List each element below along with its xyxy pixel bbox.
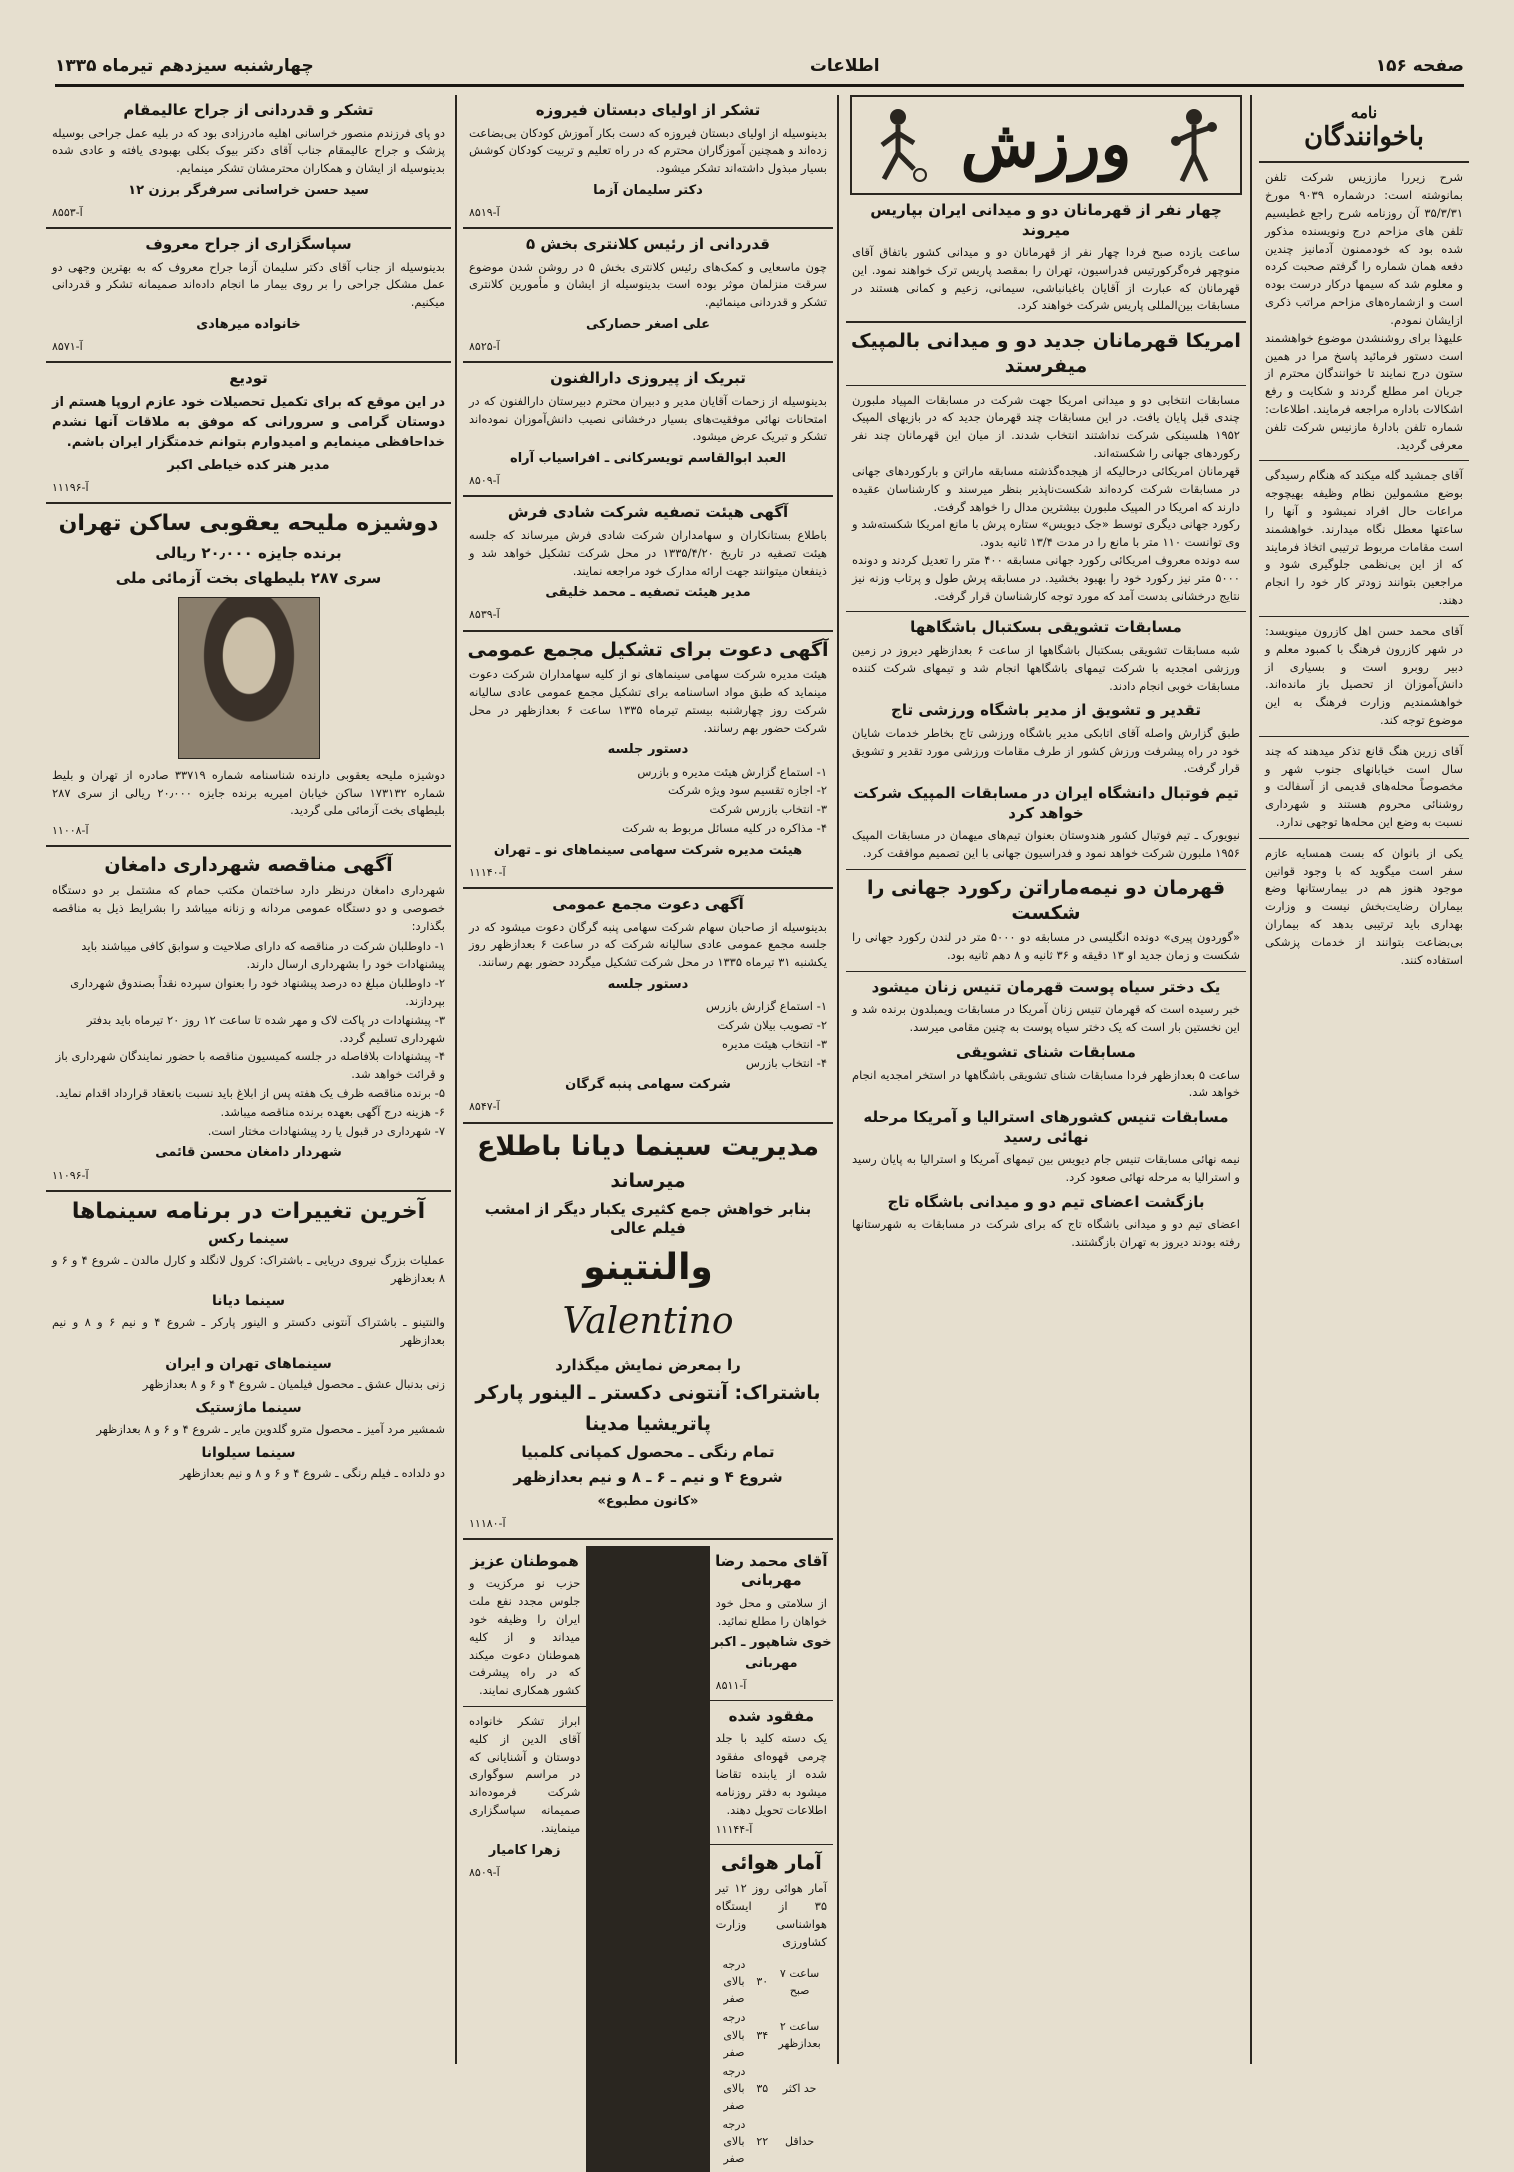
- notice-headline: تبریک از پیروزی دارالفنون: [550, 369, 746, 388]
- football-player-icon: [868, 105, 928, 185]
- notice-ref: آ-۱۱۱۴۴: [715, 1823, 753, 1837]
- notice-ref: آ-۸۵۲۵: [469, 340, 500, 354]
- column-sports: [846, 95, 1246, 2064]
- tender-item: ۱- داوطلبان شرکت در مناقصه که دارای صلاحیت و سوابق کافی میباشند باید پیشنهادات خود را بشهرداری ارسال دارند.: [81, 939, 445, 972]
- divider: [1259, 838, 1469, 839]
- tender-item: ۲- داوطلبان مبلغ ده درصد پیشنهاد خود را بعنوان سپرده نقداً بصندوق شهرداری بپردازند.: [70, 976, 445, 1008]
- notice-headline: آگهی هیئت تصفیه شرکت شادی فرش: [507, 503, 789, 522]
- letter-text: آقای زرین هنگ قانع تذکر میدهند که چند سال است خیابانهای جنوب شهر و مخصوصاً محله‌های قدیمی از آسفالت و روشنائی محروم هستند و شهرداری نسبت به وضع این محله‌ها توجهی ندارد.: [1265, 743, 1463, 829]
- divider: [846, 611, 1246, 612]
- notice-ref: آ-۸۵۷۱: [52, 340, 83, 354]
- cinema-name: سینما سیلوانا: [201, 1444, 296, 1461]
- cinema-program: زنی بدنبال عشق ـ محصول فیلمیان ـ شروع ۴ و ۶ و ۸ بعدازظهر: [142, 1377, 445, 1392]
- cinema-ad-cast-2: پاتریشیا مدینا: [585, 1412, 711, 1435]
- tender-item: ۴- پیشنهادات بلافاصله در جلسه کمیسیون مناقصه با حضور نمایندگان شهرداری باز و قرائت خواهد شد.: [55, 1049, 445, 1082]
- sub-column-left: [463, 1546, 586, 2172]
- table-row: [715, 1955, 828, 2008]
- cinema-name: سینما رکس: [208, 1231, 289, 1248]
- article-text: سه دونده معروف امریکائی رکورد جهانی مسابقه ۴۰۰ متر را تعدیل کردند و دونده ۵۰۰۰ متر نیز رکورد خود را بهبود بخشید. در مسابقه پرش طول و پرتاب وزنه نیز نتایج درخشانی بدست آمد که مورد توجه کارشناسان قرار گرفت.: [852, 552, 1240, 603]
- notice-ref: آ-۱۱۰۰۸: [52, 824, 89, 838]
- cinema-program: شمشیر مرد آمیز ـ محصول مترو گلدوین مایر ـ شروع ۴ و ۶ و ۸ بعدازظهر: [96, 1421, 445, 1436]
- cinema-ad-cast: باشتراک: آنتونی دکستر ـ الینور پارکر: [475, 1382, 821, 1405]
- article-text: مسابقات انتخابی دو و میدانی امریکا جهت شرکت در مسابقات المپیاد ملبورن چندی قبل پایان یافت. در این مسابقات چند قهرمان جدید که در بازیهای المپیک ۱۹۵۲ هلسینکی شرکت نداشتند انتخاب شدند. از میان این قهرمانان چند نفر رکوردهای جهانی را شکسته‌اند.: [852, 392, 1240, 461]
- notice-ref: آ-۸۵۱۱: [715, 1678, 747, 1692]
- divider: [846, 321, 1246, 323]
- weather-cell: ساعت ۲ بعدازظهر: [778, 2019, 821, 2051]
- tender-item: ۵- برنده مناقصه ظرف یک هفته پس از ابلاغ باید نسبت بانعقاد قرارداد اقدام نماید.: [55, 1085, 445, 1100]
- article-headline: قهرمان دو نیمه‌ماراتن رکورد جهانی را شکست: [866, 876, 1226, 924]
- tender-headline: آگهی مناقصه شهرداری دامغان: [104, 854, 393, 877]
- masthead-rule: [55, 84, 1464, 87]
- column-readers: [1259, 95, 1469, 2064]
- weather-text: آمار هوائی روز ۱۲ تیر ۳۵ از ایستگاه هواشناسی وزارت کشاورزی: [715, 1881, 828, 1949]
- article-text: نیمه نهائی مسابقات تنیس جام دیویس بین تیمهای آمریکا و استرالیا به پایان رسید و استرالیا به مرحله نهائی صعود کرد.: [852, 1152, 1240, 1184]
- agenda-item: ۳- انتخاب هیئت مدیره: [722, 1036, 827, 1051]
- weather-cell: ۳۰: [756, 1975, 769, 1989]
- notice-text: حزب نو مرکزیت و جلوس مجدد نفع ملت ایران را وظیفه خود میداند و از کلیه هموطنان دعوت میکند که در راه پیشرفت کشور همکاری نمایند.: [469, 1576, 581, 1698]
- notice-ref: آ-۸۵۵۳: [52, 206, 83, 220]
- table-row: [715, 2115, 828, 2168]
- cinema-ad-times: شروع ۴ و نیم ـ ۶ ـ ۸ و نیم بعدازظهر: [513, 1468, 783, 1487]
- article-text: ساعت ۵ بعدازظهر فردا مسابقات شنای تشویقی باشگاهها در استخر امجدیه انجام خواهد شد.: [852, 1067, 1240, 1100]
- page-number: صفحه ۱۵۶: [1375, 56, 1464, 76]
- paper-name: اطلاعات: [809, 56, 880, 76]
- weather-cell: ۳۵: [756, 2081, 769, 2095]
- divider: [46, 1190, 451, 1192]
- divider: [463, 887, 833, 889]
- article-text: نیویورک ـ تیم فوتبال کشور هندوستان بعنوان تیم‌های میهمان در مسابقات المپیک ۱۹۵۶ ملبورن شرکت خواهد نمود و فدراسیون جهانی با این تصمیم موافقت کرد.: [852, 828, 1240, 861]
- agenda-title: دستور جلسه: [607, 742, 689, 758]
- divider: [846, 385, 1246, 386]
- boxer-icon: [1164, 105, 1224, 185]
- letter-text: آقای محمد حسن اهل کازرون مینویسد: در شهر کازرون فرهنگ با کمبود معلم و دبیر روبرو است و بسیاری از دانش‌آموزان از تحصیل باز مانده‌اند. خواهشمندیم وزارت فرهنگ به این موضوع توجه کند.: [1265, 623, 1463, 727]
- cinema-ad-show: را بمعرض نمایش میگذارد: [555, 1355, 741, 1374]
- notice-signature: العبد ابوالقاسم تویسرکانی ـ افراسیاب آراه: [510, 451, 786, 467]
- notice-text: چون ماسعایی و کمک‌های رئیس کلانتری بخش ۵ در روشن شدن موضوع سرقت منزلمان موثر بوده است بدینوسیله از ایشان و مأمورین کلانتری تشکر و قدردانی مینمائیم.: [469, 259, 827, 310]
- notice-headline: تودیع: [229, 369, 268, 388]
- readers-header: [1263, 103, 1465, 153]
- cinema-name: سینما دیانا: [212, 1293, 285, 1310]
- issue-date: چهارشنبه سیزدهم تیرماه ۱۳۳۵: [55, 56, 314, 76]
- cinema-program: دو دلداده ـ فیلم رنگی ـ شروع ۴ و ۶ و ۸ و نیم بعدازظهر: [179, 1466, 445, 1481]
- notice-ref: آ-۱۱۱۹۶: [52, 481, 89, 495]
- divider: [710, 1700, 833, 1701]
- notice-signature: مدیر هیئت تصفیه ـ محمد خلیقی: [545, 585, 751, 601]
- masthead: [55, 52, 1464, 80]
- column-divider: [837, 95, 839, 2064]
- film-title-en: Valentino: [562, 1300, 734, 1342]
- divider: [846, 971, 1246, 972]
- article-headline: مسابقات شنای تشویقی: [956, 1043, 1136, 1061]
- cinema-ad-color: تمام رنگی ـ محصول کمپانی کلمبیا: [521, 1442, 775, 1461]
- article-headline: مسابقات تشویقی بسکتبال باشگاهها: [910, 618, 1182, 637]
- notice-text: هیئت مدیره شرکت سهامی سینماهای نو از کلیه سهامداران شرکت دعوت مینماید که طبق مواد اساسنامه برای تشکیل مجمع عمومی عادی سالیانه شرکت روز چهارشنبه بیستم تیرماه ۱۳۳۵ ساعت ۶ بعدازظهر در محل شرکت حضور بهم رسانند.: [469, 667, 827, 735]
- divider: [710, 1844, 833, 1845]
- tender-text: شهرداری دامغان درنظر دارد ساختمان مکتب حمام که مشتمل بر دو دستگاه خصوصی و دو دستگاه عمومی مردانه و زنانه میباشد را بشرایط ذیل به مناقصه بگذارد:: [52, 883, 445, 933]
- readers-header-title: باخوانندگان: [1303, 122, 1424, 153]
- column-left: [46, 95, 451, 2064]
- weather-cell: درجه بالای صفر: [722, 2117, 746, 2165]
- agenda-item: ۳- انتخاب بازرس شرکت: [709, 802, 827, 817]
- tender-item: ۳- پیشنهادات در پاکت لاک و مهر شده تا ساعت ۱۲ روز ۲۰ تیرماه باید بدفتر شهرداری تسلیم گردد.: [86, 1012, 445, 1045]
- divider: [46, 361, 451, 363]
- weather-cell: ۲۲: [756, 2134, 769, 2148]
- notice-headline: آقای محمد رضا مهربانی: [715, 1551, 828, 1590]
- agenda-item: ۴- مذاکره در کلیه مسائل مربوط به شرکت: [622, 821, 827, 836]
- agenda-item: ۱- استماع گزارش هیئت مدیره و بازرس: [637, 764, 827, 779]
- article-text: اعضای تیم دو و میدانی باشگاه تاج که برای شرکت در مسابقات به شهرستانها رفته بودند دیروز به تهران بازگشتند.: [852, 1217, 1240, 1250]
- divider: [1259, 736, 1469, 737]
- agenda-list: [469, 764, 827, 838]
- notice-ref: آ-۸۵۴۷: [469, 1100, 500, 1114]
- article-text: شبه مسابقات تشویقی بسکتبال باشگاهها از ساعت ۶ بعدازظهر دیروز در زمین ورزشی امجدیه با شرکت تیمهای باشگاهها انجام شد و تیمهای شرکت کننده مسابقات خوبی انجام دادند.: [852, 642, 1240, 693]
- divider: [1259, 161, 1469, 163]
- cinema-ad-subhead: میرساند: [610, 1170, 686, 1193]
- tender-item: ۶- هزینه درج آگهی بعهده برنده مناقصه میباشد.: [220, 1104, 445, 1119]
- article-headline: تقدیر و تشویق از مدیر باشگاه ورزشی تاج: [891, 701, 1201, 720]
- article-headline: مسابقات تنیس کشورهای استرالیا و آمریکا مرحله نهائی رسید: [863, 1108, 1229, 1146]
- notice-ref: آ-۸۵۰۹: [469, 474, 500, 488]
- cinema-ad-intro: بنابر خواهش جمع کثیری یکبار دیگر از امشب فیلم عالی: [484, 1199, 812, 1238]
- notice-headline: آگهی دعوت برای تشکیل مجمع عمومی: [467, 638, 829, 661]
- divider: [463, 630, 833, 632]
- weather-table: [715, 1955, 828, 2168]
- table-row: [715, 2062, 828, 2115]
- weather-cell: ساعت ۷ صبح: [779, 1966, 820, 1997]
- notice-text: بدینوسیله از اولیای دبستان فیروزه که دست بکار آموزش کودکان بی‌بضاعت زده‌اند و همچنین آموزگاران محترم که در راه تعلیم و تربیت کودکان کوشش بسیار مبذول داشته‌اند تشکر میشود.: [469, 125, 827, 176]
- lottery-prize: برنده جایزه ۲۰٫۰۰۰ ریالی: [155, 543, 342, 562]
- notice-signature: هیئت مدیره شرکت سهامی سینماهای نو ـ تهران: [493, 842, 803, 858]
- notice-signature: دکتر سلیمان آزما: [593, 182, 703, 198]
- cinema-ad: [463, 1130, 833, 1532]
- notice-signature: شرکت سهامی پنبه گرگان: [565, 1077, 731, 1093]
- divider: [1259, 616, 1469, 617]
- notice-text: یک دسته کلید با جلد چرمی قهوه‌ای مفقود شده از یابنده تقاضا میشود به دفتر روزنامه اطلاعات تحویل دهند.: [715, 1731, 827, 1817]
- divider: [463, 227, 833, 229]
- tender-conditions: [52, 938, 445, 1140]
- article-headline: امریکا قهرمانان جدید دو و میدانی بالمپیک میفرستد: [851, 330, 1241, 377]
- winner-portrait: [178, 597, 320, 759]
- column-divider: [455, 95, 457, 2064]
- notice-headline: تشکر از اولیای دبستان فیروزه: [535, 101, 761, 119]
- notice-headline: سپاسگزاری از جراح معروف: [145, 235, 352, 254]
- weather-cell: درجه بالای صفر: [722, 2011, 746, 2059]
- notice-headline: آگهی دعوت مجمع عمومی: [552, 895, 744, 914]
- divider: [463, 1538, 833, 1540]
- notice-text: بدینوسیله از زحمات آقایان مدیر و دبیران محترم دبیرستان دارالفنون که در امتحانات نهائی موفقیت‌های بسیار درخشانی نصیب دانش‌آموزان نموده‌اند تشکر و تبریک عرض میشود.: [469, 393, 827, 444]
- agenda-item: ۴- انتخاب بازرس: [745, 1055, 827, 1070]
- cinema-ad-ac: «کانون مطبوع»: [597, 1493, 699, 1509]
- sub-column-divider: [586, 1546, 709, 2172]
- tender-item: ۷- شهرداری در قبول یا رد پیشنهادات مختار است.: [207, 1123, 445, 1138]
- notice-signature: شهردار دامغان محسن قائمی: [155, 1145, 342, 1161]
- agenda-list: [469, 998, 827, 1072]
- agenda-item: ۲- تصویب بیلان شرکت: [717, 1017, 827, 1032]
- notice-signature: زهرا کامیار: [488, 1842, 561, 1858]
- article-headline: تیم فوتبال دانشگاه ایران در مسابقات المپیک شرکت خواهد کرد: [853, 784, 1239, 822]
- cinema-listing-headline: آخرین تغییرات در برنامه سینماها: [71, 1198, 426, 1224]
- notice-signature: علی اصغر حصارکی: [585, 317, 711, 333]
- article-text: خبر رسیده است که قهرمان تنیس زنان آمریکا در مسابقات ویمبلدون برنده شد و این نخستین بار است که یک دختر سیاه پوست به چنین مقامی میرسد.: [852, 1002, 1240, 1035]
- film-title-fa: والنتینو: [583, 1246, 713, 1288]
- notice-headline: قدردانی از رئیس کلانتری بخش ۵: [526, 235, 770, 254]
- article-text: طبق گزارش واصله آقای اتابکی مدیر باشگاه ورزشی تاج بخاطر خدمات شایان خود در راه پیشرفت ورزش کشور از طرف مقامات ورزشی مورد تقدیر و تشویق قرار گرفت.: [852, 725, 1240, 776]
- weather-cell: ۳۴: [756, 2028, 769, 2042]
- notice-text: از سلامتی و محل خود خواهان را مطلع نمائید.: [715, 1595, 827, 1628]
- article-headline: یک دختر سیاه پوست قهرمان تنیس زنان میشود: [871, 977, 1221, 996]
- divider: [463, 1122, 833, 1124]
- cinema-program: عملیات بزرگ نیروی دریایی ـ باشتراک: کرول لانگلد و کارل مالدن ـ شروع ۴ و ۶ و ۸ بعدازظهر: [52, 1252, 445, 1285]
- notice-text: در این موقع که برای تکمیل تحصیلات خود عازم اروپا هستم از دوستان گرامی و سرورانی که موفق به ملاقات آنها نشدم خداحافظی مینمایم و امیدوارم بتوانم خدمتگزار ایران باشم.: [52, 394, 445, 451]
- notice-headline: مفقود شده: [728, 1706, 815, 1725]
- lottery-headline: دوشیزه ملیحه یعقوبی ساکن تهران: [58, 511, 439, 537]
- cinema-listing: [46, 1229, 451, 1483]
- divider: [1259, 460, 1469, 461]
- article-text: ساعت یازده صبح فردا چهار نفر از قهرمانان دو و میدانی کشور باتفاق آقای منوچهر فره‌گرکورتیس فدراسیون، تهران را بمقصد پاریس ترک خواهند نمود. این قهرمانان که عبارت از آقایان باغبانباشی، سیمانی، زعیم و کمانی هستند در مسابقات بین‌المللی پاریس شرکت خواهند کرد.: [852, 245, 1240, 313]
- notice-ref: آ-۱۱۱۸۰: [469, 1516, 506, 1530]
- letter-text: یکی از بانوان که بست همسایه عازم سفر است میگوید که با وجود قوانین موجود هنوز هم در بیمارستانها وضع بیماران رضایت‌بخش نیست و وزارت بهداری باید ترتیبی بدهد که بیماران بی‌بضاعت بتوانند از خدمات پزشکی استفاده کنند.: [1265, 845, 1463, 967]
- notice-ref: آ-۸۵۱۹: [469, 206, 500, 220]
- notice-signature: خانواده میرهادی: [196, 317, 301, 333]
- sub-column-right: [710, 1546, 833, 2172]
- notice-ref: آ-۱۱۰۹۶: [52, 1168, 89, 1182]
- notice-text: باطلاع بستانکاران و سهامداران شرکت شادی فرش میرساند که جلسه هیئت تصفیه در تاریخ ۱۳۳۵/۴/۲۰ در محل شرکت تشکیل خواهد شد و ذینفعان میتوانند جهت ارائه مدارک خود مراجعه نمایند.: [469, 527, 827, 578]
- article-text: «گوردون پیری» دونده انگلیسی در مسابقه دو ۵۰۰۰ متر در لندن رکورد جهانی را شکست و زمان جدید او ۱۳ دقیقه و ۳۶ ثانیه و ۸ دهم ثانیه بود.: [852, 930, 1240, 963]
- article-headline: بازگشت اعضای تیم دو و میدانی باشگاه تاج: [887, 1192, 1205, 1211]
- column-divider: [1250, 95, 1252, 2064]
- cinema-program: والنتینو ـ باشتراک آنتونی دکستر و الینور پارکر ـ شروع ۴ و نیم ۶ و ۸ و نیم بعدازظهر: [52, 1315, 445, 1347]
- notice-text: دو پای فرزندم منصور خراسانی اهلیه مادرزادی بود که در بلیه عمل جراحی بوسیله پزشک و جراح عالیمقام جناب آقای دکتر بیوک بکلی بهبودی یافته و عادی شده بدینوسیله از ایشان و همکاران محترمشان تشکر مینمایم.: [52, 125, 445, 176]
- article-headline: چهار نفر از قهرمانان دو و میدانی ایران بپاریس میروند: [870, 201, 1222, 239]
- cinema-ad-headline: مدیریت سینما دیانا باطلاع: [476, 1130, 820, 1162]
- notice-signature: سید حسن خراسانی سرفرگر برزن ۱۲: [128, 182, 369, 198]
- weather-cell: حداقل: [784, 2134, 815, 2148]
- letter-text: آقای جمشید گله میکند که هنگام رسیدگی بوضع مشمولین نظام وظیفه بهیچوجه مراعات حال افراد نمیشود و آنها را ساعتها معطل نگاه میدارند. خواهشمند است مقامات مربوط ترتیبی اتخاذ فرمایند که از این بی‌نظمی جلوگیری شود و مراجعین بتوانند زودتر کار خود را انجام دهند.: [1265, 468, 1463, 608]
- agenda-item: ۱- استماع گزارش بازرس: [705, 999, 827, 1014]
- divider: [463, 361, 833, 363]
- lottery-text: دوشیزه ملیحه یعقوبی دارنده شناسنامه شماره ۳۳۷۱۹ صادره از تهران و بلیط شماره ۱۷۳۱۳۲ ساکن خیابان امیریه برنده جایزه ۲۰٫۰۰۰ ریالی از سری ۲۸۷ بلیطهای بخت آزمائی ملی گردید.: [52, 767, 445, 818]
- cinema-name: سینماهای تهران و ایران: [165, 1355, 332, 1372]
- divider: [463, 1706, 586, 1707]
- lottery-series: سری ۲۸۷ بلیطهای بخت آزمائی ملی: [115, 569, 382, 588]
- cinema-name: سینما ماژستیک: [195, 1400, 302, 1417]
- readers-header-small: نامه: [1350, 103, 1378, 122]
- notice-signature: خوی شاهپور ـ اکبر مهربانی: [711, 1635, 832, 1671]
- notice-text: بدینوسیله از جناب آقای دکتر سلیمان آزما جراح معروف که به بهترین وجهی دو عمل مشکل جراحی را بر روی بیمار ما انجام داده‌اند صمیمانه تشکر و قدردانی میکنیم.: [52, 259, 445, 310]
- weather-title: آمار هوائی: [720, 1852, 822, 1875]
- notice-headline: تشکر و قدردانی از جراح عالیمقام: [123, 101, 374, 119]
- weather-cell: درجه بالای صفر: [722, 1958, 746, 2006]
- divider: [463, 495, 833, 497]
- sports-title: ورزش: [960, 107, 1132, 183]
- agenda-item: ۲- اجازه تقسیم سود ویژه شرکت: [668, 783, 827, 798]
- divider: [46, 845, 451, 847]
- notice-headline: هموطنان عزیز: [470, 1551, 579, 1570]
- table-row: [715, 2008, 828, 2061]
- column-notices: [463, 95, 833, 2165]
- notice-text: بدینوسیله از صاحبان سهام شرکت سهامی پنبه گرگان دعوت میشود که در جلسه مجمع عمومی عادی سالیانه شرکت که در ساعت ۶ بعدازظهر روز یکشنبه ۳۱ تیرماه ۱۳۳۵ در محل شرکت تشکیل میگردد حضور بهم رسانند.: [469, 919, 827, 970]
- notice-ref: آ-۸۵۳۹: [469, 608, 500, 622]
- divider: [46, 227, 451, 229]
- article-text: قهرمانان امریکائی درحالیکه از هیجده‌گذشته مسابقه ماراتن و بارکوردهای جهانی در مسابقات شرکت کرده‌اند شکست‌ناپذیر بنظر میرسند و کارشناسان عقیده دارند که امریکا در المپیک ملبورن بیشترین مدال را خواهد گرفت.: [852, 463, 1240, 514]
- divider: [46, 502, 451, 504]
- agenda-title: دستور جلسه: [607, 976, 689, 992]
- letter-text: شرح زیررا ماززیس شرکت تلفن بمانوشته است: درشماره ۹۰۳۹ مورخ ۳۵/۳/۳۱ آن روزنامه شرح راجع غطیسیم تلفن های مزاحم درج ونویسنده مذکور شده بود که خودممنون آدمانیز چندین دفعه همان شماره را گرفتم صحبت کرده و معلوم شد که سیمها درکار درست بوده است و ازشماره‌های مزاحم مراتب ذکری ازایشان نمودم.: [1265, 170, 1464, 327]
- notice-ref: آ-۸۵۰۹: [469, 1865, 500, 1879]
- article-text: رکورد جهانی دیگری توسط «جک دیویس» ستاره پرش با مانع امریکا شکسته‌شد و وی توانست ۱۱۰ متر با مانع را در مدت ۱۳/۴ ثانیه بدود.: [852, 517, 1240, 550]
- notice-signature: مدیر هنر کده خیاطی اکبر: [167, 458, 330, 474]
- divider: [846, 869, 1246, 870]
- sub-columns: [463, 1546, 833, 2172]
- weather-cell: درجه بالای صفر: [722, 2064, 746, 2112]
- notice-ref: آ-۱۱۱۴۰: [469, 865, 506, 879]
- weather-cell: حد اکثر: [782, 2081, 817, 2095]
- sports-banner: [850, 95, 1242, 195]
- notice-text: ابراز تشکر خانواده آقای الدین از کلیه دوستان و آشنایانی که در مراسم سوگواری شرکت فرموده‌اند صمیمانه سپاسگزاری مینمایند.: [469, 1714, 581, 1835]
- letter-text: علیهذا برای روشنشدن موضوع خواهشمند است دستور فرمائید پاسخ مرا در همین ستون درج نمایند تا خوانندگان محترم از جریان امر مطلع گردند و شکایت و رفع اشکالات باداره مراجعه فرمایند. اطلاعات: شماره تلفن بادارۀ مازنیس شرکت تلفن معرفی گردید.: [1265, 330, 1463, 452]
